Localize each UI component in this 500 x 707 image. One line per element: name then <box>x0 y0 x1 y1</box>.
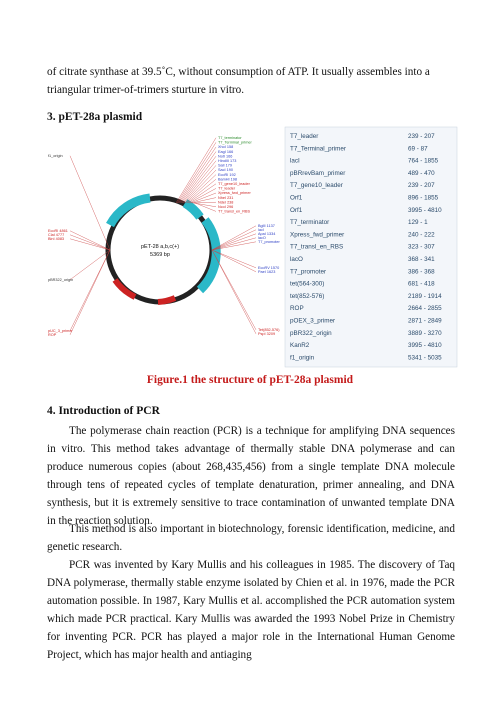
plasmid-figure <box>40 125 460 370</box>
feature-range: 368 - 341 <box>408 256 435 263</box>
left-site-label: EcoRI 4861 <box>48 229 68 233</box>
leader-line <box>70 250 110 280</box>
leader-line <box>212 250 256 334</box>
leader-line <box>70 156 110 250</box>
left-site-label: BlnI 4083 <box>48 237 65 241</box>
feature-name: pBRrevBam_primer <box>290 169 346 177</box>
pcr-paragraph-3: PCR was invented by Kary Mullis and his colleagues in 1985. The discovery of Taq DNA polymerase, thermally stable enzyme isolated by Chien et al. in 1976, made the PCR automation possible. In 1987, Kary Mullis et al. accomplished the PCR automation system which made PCR practical. Kary Mullis was awarded the 1993 Nobel Prize in Chemistry for inventing PCR. PCR has played a major role in the International Human Genome Project, which has major health and antiaging <box>47 559 455 661</box>
feature-name: T7_Terminal_primer <box>290 145 346 153</box>
right-site-label: BglII 1137 <box>258 224 275 228</box>
figure-caption: Figure.1 the structure of pET-28a plasmid <box>146 374 354 386</box>
leader-line <box>184 170 216 203</box>
top-site-label: SacI 190 <box>218 168 233 173</box>
plasmid-map <box>108 198 216 302</box>
feature-name: T7_gene10_leader <box>290 182 343 190</box>
top-site-label: T7_leader <box>218 186 236 191</box>
feature-range: 239 - 207 <box>408 182 435 190</box>
top-site-label: NcoI 296 <box>218 205 234 209</box>
intro-line-2: triangular trimer-of-trimers sturture in vitro. <box>47 84 245 96</box>
plasmid-size: 5369 bp <box>150 252 170 258</box>
feature-range: 240 - 222 <box>408 231 435 239</box>
right-site-label: EcoRV 1570 <box>258 266 280 270</box>
feature-range: 3995 - 4810 <box>408 206 442 214</box>
right-site-label: PspI 3209 <box>258 332 276 336</box>
feature-range: 2664 - 2855 <box>408 305 442 313</box>
top-site-label: EcoRI 192 <box>218 172 236 177</box>
feature-range: 764 - 1855 <box>408 157 439 165</box>
right-site-label: Tet(852-576) <box>258 328 280 332</box>
top-site-label: HindIII 173 <box>218 159 237 163</box>
leader-line <box>188 184 216 203</box>
feature-range: 2189 - 1914 <box>408 292 442 300</box>
feature-name: Xpress_fwd_primer <box>290 231 345 239</box>
top-site-label: BamHI 198 <box>218 177 237 182</box>
rop-arc <box>115 280 135 297</box>
leader-line <box>70 235 110 250</box>
feature-range: 3995 - 4810 <box>408 342 442 350</box>
ori-arc <box>158 298 175 302</box>
feature-name: T7_promoter <box>290 268 327 276</box>
top-site-label: SalI 179 <box>218 163 232 168</box>
left-site-label: ROP <box>48 333 57 337</box>
leader-line <box>187 179 216 203</box>
left-site-label: pBR322_origin <box>48 278 74 282</box>
feature-name: pOEX_3_primer <box>290 317 336 325</box>
right-site-label: lacO <box>258 236 266 240</box>
feature-name: T7_leader <box>290 133 319 140</box>
section-4-heading: 4. Introduction of PCR <box>47 405 160 417</box>
top-site-label: NotI 166 <box>218 154 233 159</box>
feature-name: KanR2 <box>290 342 310 350</box>
leader-line <box>193 202 216 203</box>
feature-range: 239 - 207 <box>408 133 435 140</box>
top-site-label: EagI 166 <box>218 149 234 154</box>
feature-name: pBR322_origin <box>290 329 332 337</box>
right-site-label: lacI <box>258 228 264 232</box>
top-site-label: T7_Terminal_primer <box>218 140 252 145</box>
leader-line <box>212 250 256 330</box>
top-site-label: Xpress_fwd_primer <box>218 191 251 196</box>
feature-name: T7_terminator <box>290 219 330 227</box>
feature-range: 129 - 1 <box>408 219 428 227</box>
feature-name: T7_transl_en_RBS <box>290 243 344 251</box>
feature-name: f1_origin <box>290 354 315 362</box>
feature-range: 5341 - 5035 <box>408 354 442 362</box>
feature-name: Orf1 <box>290 194 303 202</box>
feature-name: tet(852-576) <box>290 292 325 300</box>
feature-range: 3889 - 3270 <box>408 329 442 337</box>
top-site-label: NdeI 238 <box>218 200 234 205</box>
section-3-heading: 3. pET-28a plasmid <box>47 111 143 123</box>
feature-name: lacI <box>290 157 300 165</box>
top-site-label: T7_terminator <box>218 136 242 140</box>
left-site-label: ClaI 4777 <box>48 233 65 237</box>
feature-name: Orf1 <box>290 206 303 214</box>
feature-range: 2871 - 2849 <box>408 317 442 325</box>
feature-range: 681 - 418 <box>408 280 435 288</box>
top-site-label: XhoI 158 <box>218 145 234 150</box>
leader-line <box>70 250 110 335</box>
plasmid-name: pET-28 a,b,c(+) <box>140 244 180 250</box>
leader-line <box>190 193 216 203</box>
leader-line <box>70 250 110 331</box>
feature-range: 69 - 87 <box>408 145 428 153</box>
lacI-arc <box>110 198 150 225</box>
leader-line <box>194 203 216 207</box>
leader-line <box>177 142 216 203</box>
feature-name: ROP <box>290 305 304 313</box>
top-site-label: NheI 231 <box>218 195 234 200</box>
feature-name: tet(564-300) <box>290 280 325 288</box>
feature-range: 386 - 368 <box>408 268 435 276</box>
feature-table <box>285 127 457 367</box>
promoter-arc <box>185 203 200 217</box>
pcr-paragraph-1: The polymerase chain reaction (PCR) is a technique for amplifying DNA sequences in vitro. This method takes advantage of thermally stable DNA polymerase and can produce numerous copies (about 268,435,456) from a single template DNA molecule through tens of repeated cycles of template denaturation, primer annealing, and DNA synthesis, but it is extremely sensitive to trace contamination of unwanted template DNA in the reaction solution. <box>47 425 455 527</box>
right-site-label: T7_promoter <box>258 240 280 244</box>
feature-range: 489 - 470 <box>408 169 435 177</box>
right-site-label: PaeI 1623 <box>258 270 276 274</box>
feature-name: lacO <box>290 256 303 263</box>
left-site-label: pUC_3_primer <box>48 329 73 333</box>
feature-range: 896 - 1855 <box>408 194 439 202</box>
left-site-label: f1_origin <box>48 154 63 158</box>
top-site-label: T7_gene10_leader <box>218 182 250 186</box>
pcr-paragraph-2: This method is also important in biotechnology, forensic identification, medicine, and genetic research. <box>47 523 455 553</box>
right-site-label: ApaI 1334 <box>258 232 276 236</box>
leader-line <box>182 161 216 203</box>
feature-range: 323 - 307 <box>408 243 435 251</box>
intro-line-1: of citrate synthase at 39.5˚C, without consumption of ATP. It usually assembles into a <box>47 66 430 78</box>
top-site-label: T7_transl_en_RBS <box>218 209 251 214</box>
